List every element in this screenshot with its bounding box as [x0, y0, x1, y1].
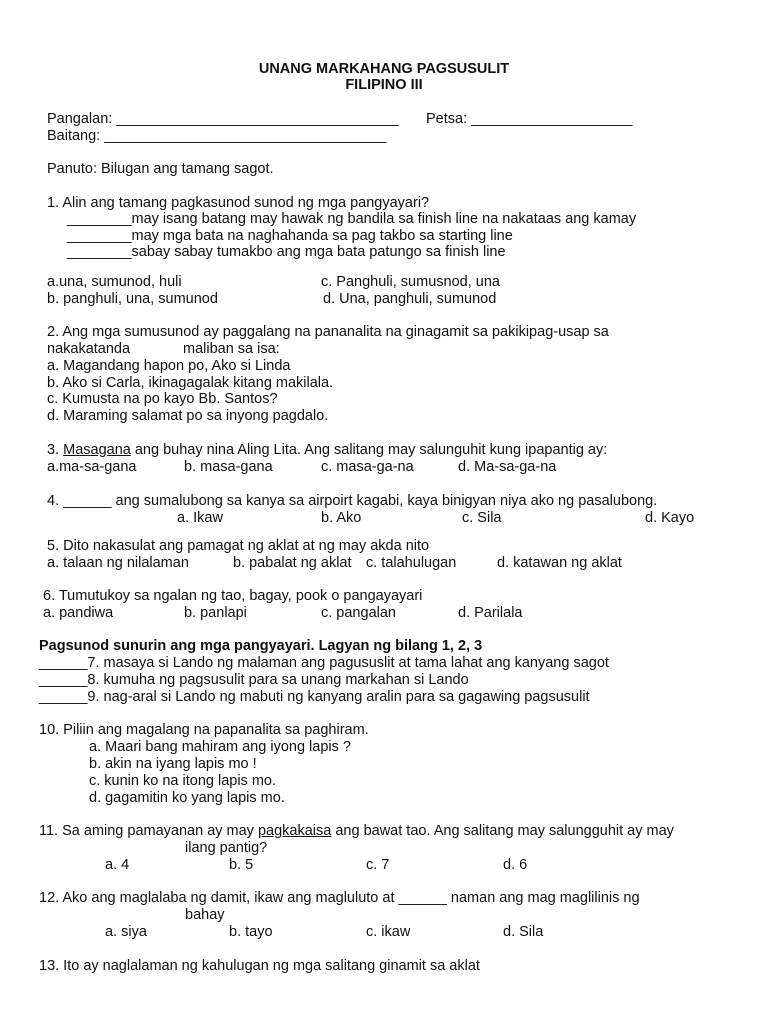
- q11-question-cont: ilang pantig?: [185, 840, 268, 856]
- q12-option: a. siya: [105, 924, 147, 940]
- q12-question: 12. Ako ang maglalaba ng damit, ikaw ang magluluto at ______ naman ang mag maglilinis ng: [39, 890, 640, 906]
- q12-question-cont: bahay: [185, 907, 225, 923]
- sequence-item: ______7. masaya si Lando ng malaman ang pagususlit at tama lahat ang kanyang sagot: [39, 655, 609, 671]
- q1-option-b: b. panghuli, una, sumunod: [47, 291, 218, 307]
- q1-item: ________sabay sabay tumakbo ang mga bata patungo sa finish line: [67, 244, 506, 260]
- q12-option: d. Sila: [503, 924, 544, 940]
- q6-option: c. pangalan: [321, 605, 396, 621]
- q3-underlined-word: Masagana: [63, 442, 131, 458]
- name-field: Pangalan: ___________________________________: [47, 111, 399, 127]
- q11-option: b. 5: [229, 857, 254, 873]
- sequence-item: ______8. kumuha ng pagsusulit para sa unang markahan si Lando: [39, 672, 469, 688]
- q6-option: d. Parilala: [458, 605, 523, 621]
- q3-option: d. Ma-sa-ga-na: [458, 459, 557, 475]
- q2-question-cont: maliban sa isa:: [183, 341, 280, 357]
- date-field: Petsa: ____________________: [426, 111, 633, 127]
- q2-option: b. Ako si Carla, ikinagagalak kitang makilala.: [47, 375, 334, 391]
- q13-question: 13. Ito ay naglalaman ng kahulugan ng mga salitang ginamit sa aklat: [39, 958, 480, 974]
- q11-option: d. 6: [503, 857, 528, 873]
- q1-item: ________may mga bata na naghahanda sa pag takbo sa starting line: [67, 228, 513, 244]
- page-title: UNANG MARKAHANG PAGSUSULIT: [258, 61, 510, 77]
- q5-option: d. katawan ng aklat: [497, 555, 622, 571]
- q12-option: c. ikaw: [366, 924, 411, 940]
- instructions: Panuto: Bilugan ang tamang sagot.: [47, 161, 274, 177]
- q4-option: b. Ako: [321, 510, 362, 526]
- q10-option: b. akin na iyang lapis mo !: [89, 756, 257, 772]
- q5-option: c. talahulugan: [366, 555, 457, 571]
- q2-option: d. Maraming salamat po sa inyong pagdalo.: [47, 408, 329, 424]
- q4-option: c. Sila: [462, 510, 502, 526]
- q5-option: b. pabalat ng aklat: [233, 555, 352, 571]
- q10-option: d. gagamitin ko yang lapis mo.: [89, 790, 285, 806]
- q3-option: a.ma-sa-gana: [47, 459, 137, 475]
- q1-item: ________may isang batang may hawak ng bandila sa finish line na nakataas ang kamay: [67, 211, 637, 227]
- sequence-item: ______9. nag-aral si Lando ng mabuti ng kanyang aralin para sa gagawing pagsusulit: [39, 689, 590, 705]
- q3-option: b. masa-gana: [184, 459, 273, 475]
- q11-underlined-word: pagkakaisa: [257, 823, 332, 839]
- q5-question: 5. Dito nakasulat ang pamagat ng aklat at ng may akda nito: [47, 538, 430, 554]
- q5-option: a. talaan ng nilalaman: [47, 555, 189, 571]
- q1-question: 1. Alin ang tamang pagkasunod sunod ng mga pangyayari?: [47, 195, 430, 211]
- page-subtitle: FILIPINO III: [345, 77, 423, 93]
- q11-option: c. 7: [366, 857, 390, 873]
- q1-option-d: d. Una, panghuli, sumunod: [323, 291, 497, 307]
- q11-question: 11. Sa aming pamayanan ay may pagkakaisa ang bawat tao. Ang salitang may salungguhit ay may: [39, 823, 674, 839]
- q6-option: b. panlapi: [184, 605, 247, 621]
- q3-question: 3. Masagana ang buhay nina Aling Lita. Ang salitang may salunguhit kung ipapantig ay:: [47, 442, 608, 458]
- q6-option: a. pandiwa: [43, 605, 114, 621]
- q10-option: a. Maari bang mahiram ang iyong lapis ?: [89, 739, 351, 755]
- q1-option-a: a.una, sumunod, huli: [47, 274, 182, 290]
- q2-question-cont: nakakatanda: [47, 341, 131, 357]
- q12-option: b. tayo: [229, 924, 273, 940]
- q10-question: 10. Piliin ang magalang na papanalita sa paghiram.: [39, 722, 369, 738]
- q2-option: c. Kumusta na po kayo Bb. Santos?: [47, 391, 278, 407]
- q10-option: c. kunin ko na itong lapis mo.: [89, 773, 276, 789]
- grade-field: Baitang: ___________________________________: [47, 128, 387, 144]
- q6-question: 6. Tumutukoy sa ngalan ng tao, bagay, pook o pangayayari: [43, 588, 423, 604]
- q2-question: 2. Ang mga sumusunod ay paggalang na pananalita na ginagamit sa pakikipag-usap sa: [47, 324, 609, 340]
- q11-option: a. 4: [105, 857, 130, 873]
- q4-question: 4. ______ ang sumalubong sa kanya sa airpoirt kagabi, kaya binigyan niya ako ng pasalubong.: [47, 493, 658, 509]
- q3-option: c. masa-ga-na: [321, 459, 414, 475]
- q4-option: d. Kayo: [645, 510, 695, 526]
- q1-option-c: c. Panghuli, sumusnod, una: [321, 274, 500, 290]
- section-heading: Pagsunod sunurin ang mga pangyayari. Lagyan ng bilang 1, 2, 3: [39, 638, 483, 654]
- q4-option: a. Ikaw: [177, 510, 223, 526]
- q2-option: a. Magandang hapon po, Ako si Linda: [47, 358, 291, 374]
